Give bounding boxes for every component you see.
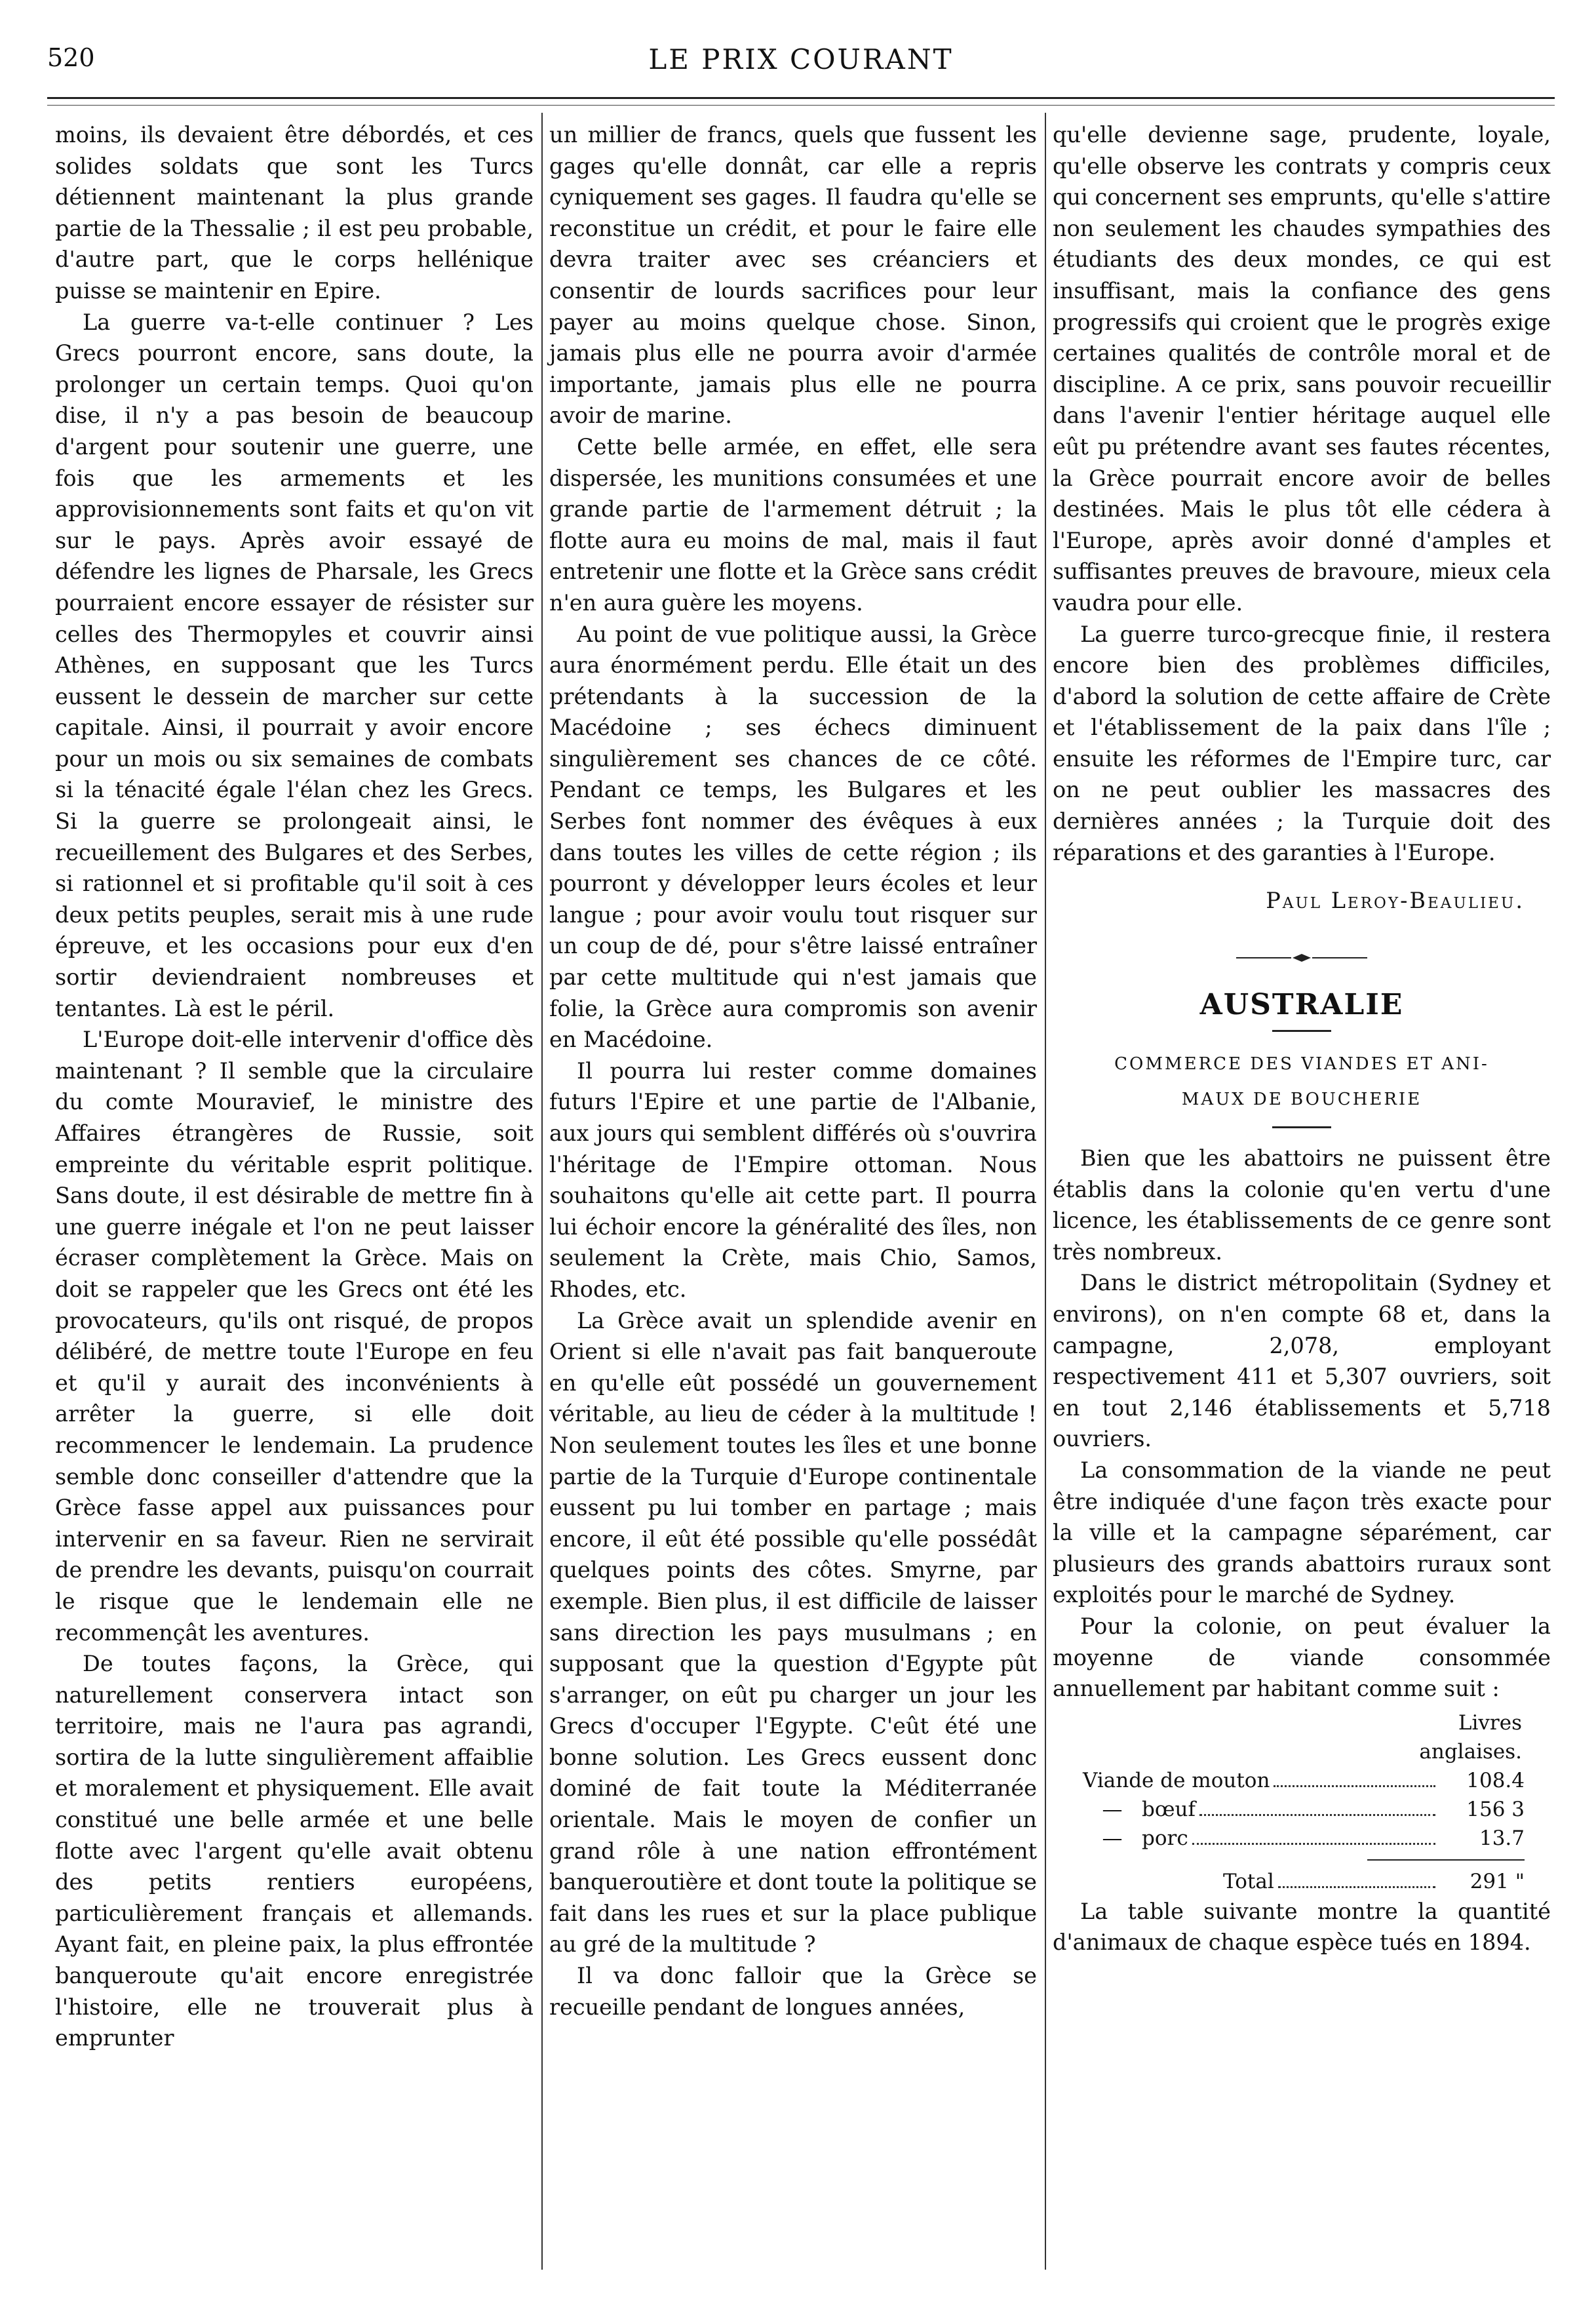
page-number: 520 [47,43,95,72]
author-signature: Paul Leroy-Beaulieu. [1266,888,1525,914]
leader-dots [1278,1886,1435,1888]
paragraph: La guerre turco-grecque finie, il restera encore bien des problèmes difficiles, d'abord la solution de cette affaire de Crète et l'établissement de la paix dans l'île ; ensuite les réformes de l'Empire turc, car on ne peut oublier les massacres des dernières années ; la Turquie doit des réparations et des garanties à l'Europe. [1053,621,1551,865]
header-rule-thin [47,105,1555,106]
table-row [1053,1795,1551,1824]
column-divider [1045,113,1046,2270]
table-units: anglaises. [1419,1739,1522,1764]
table-total-row [1053,1867,1551,1896]
title-rule [1272,1030,1331,1032]
paragraph: qu'elle devienne sage, prudente, loyale, qu'elle observe les contrats y compris ceux qui concernent ses emprunts, qu'elle s'attire non seulement les chaudes sympathies des étudiants des deux mondes, ce qui est insuffisant, mais la confiance des gens progressifs qui croient que le progrès exige certaines qualités de contrôle moral et de discipline. A ce prix, sans pouvoir recueillir dans l'avenir l'entier héritage auquel elle eût pu prétendre avant ses fautes récentes, la Grèce pourrait encore avoir de belles destinées. Mais le plus tôt elle cédera à l'Europe, après avoir donné d'amples et suffisantes preuves de bravoure, mieux cela vaudra pour elle. [1053,122,1551,616]
row-value: 108.4 [1466,1768,1525,1792]
paragraph: De toutes façons, la Grèce, qui naturellement conservera intact son territoire, mais ne l'aura pas agrandi, sortira de la lutte singulièrement affaiblie et moralement et physiquement. Elle avait constitué une belle armée et une belle flotte avec l'argent qu'elle avait obtenu des petits rentiers européens, particulièrement français et allemands. Ayant fait, en pleine paix, la plus effrontée banqueroute qu'ait encore enregistrée l'histoire, elle ne trouverait plus à emprunter [55,1651,534,2051]
paragraph: L'Europe doit-elle intervenir d'office dès maintenant ? Il semble que la circulaire du comte Mouravief, le ministre des Affaires étrangères de Russie, soit empreinte du véritable esprit politique. Sans doute, il est désirable de mettre fin à une guerre inégale et l'on ne peut laisser écraser complètement la Grèce. Mais on doit se rappeler que les Grecs ont été les provocateurs, qu'ils ont risqué, de propos délibéré, de mettre toute l'Europe en feu et qu'il y aurait des inconvénients à arrêter la guerre, si elle doit recommencer le lendemain. La prudence semble donc conseiller d'attendre que la Grèce fasse appel aux puissances pour intervenir en sa faveur. Rien ne servirait de prendre les devants, puisqu'on courrait le risque que le lendemain elle ne recommençât les aventures. [55,1027,534,1646]
table-units: Livres [1458,1710,1522,1735]
section-subtitle [1053,1046,1551,1117]
subtitle-line: MAUX DE BOUCHERIE [1181,1090,1422,1110]
row-label: porc [1142,1826,1188,1850]
paragraph: Pour la colonie, on peut évaluer la moyenne de viande consommée annuellement par habitant comme suit : [1053,1613,1551,1702]
paragraph: La guerre va-t-elle continuer ? Les Grecs pourront encore, sans doute, la prolonger un certain temps. Quoi qu'on dise, il n'y a pas besoin de beaucoup d'argent pour soutenir une guerre, une fois que les armements et les approvisionnements sont faits et qu'on vit sur le pays. Après avoir essayé de défendre les lignes de Pharsale, les Grecs pourraient encore essayer de résister sur celles des Thermopyles et couvrir ainsi Athènes, en supposant que les Turcs eussent le dessein de marcher sur cette capitale. Ainsi, il pourrait y avoir encore pour un mois ou six semaines de combats si la ténacité égale l'élan chez les Grecs. Si la guerre se prolongeait ainsi, le recueillement des Bulgares et des Serbes, si rationnel et si profitable qu'il soit à ces deux petits peuples, serait mis à une rude épreuve, et les occasions pour eux d'en sortir deviendraient nombreuses et tentantes. Là est le péril. [55,309,534,1021]
row-label: Viande de mouton [1083,1768,1270,1792]
paragraph: Il va donc falloir que la Grèce se recueille pendant de longues années, [549,1963,1037,2020]
row-value: 13.7 [1479,1826,1525,1850]
total-label: Total [1223,1869,1274,1893]
paragraph: La consommation de la viande ne peut être indiquée d'une façon très exacte pour la ville et la campagne séparément, car plusieurs des grands abattoirs ruraux sont exploités pour le marché de Sydney. [1053,1457,1551,1608]
page-header [47,38,1555,90]
row-label-container [1053,1824,1188,1853]
column-divider [541,113,543,2270]
paragraph: Il pourra lui rester comme domaines futurs l'Epire et une partie de l'Albanie, aux jours qui semblent différés où s'ouvrira l'héritage de l'Empire ottoman. Nous souhaitons qu'elle ait cette part. Il pourra lui échoir encore la généralité des îles, non seulement la Crète, mais Chio, Samos, Rhodes, etc. [549,1057,1037,1302]
paragraph: La table suivante montre la quantité d'animaux de chaque espèce tués en 1894. [1053,1898,1551,1956]
total-rule [1367,1859,1525,1861]
paragraph: Cette belle armée, en effet, elle sera dispersée, les munitions consumées et une grande partie de l'armement détruit ; la flotte aura eu moins de mal, mais il faut entretenir une flotte et la Grèce sans crédit n'en aura guère les moyens. [549,433,1037,616]
subtitle-line: COMMERCE DES VIANDES ET ANI- [1114,1054,1489,1075]
row-label-container [1053,1795,1196,1824]
subtitle-rule [1272,1126,1331,1128]
column-1 [55,119,534,2054]
ditto-dash: — [1102,1826,1123,1850]
leader-dots [1199,1814,1435,1816]
paragraph: Dans le district métropolitain (Sydney et environs), on n'en compte 68 et, dans la campagne, 2,078, employant respectivement 411 et 5,307 ouvriers, soit en tout 2,146 établissements et 5,718 ouvriers. [1053,1270,1551,1452]
section-title: AUSTRALIE [1199,988,1404,1022]
row-value: 156 3 [1466,1797,1525,1821]
ornament-divider [1053,943,1551,974]
row-label: bœuf [1142,1797,1196,1821]
header-rule [47,97,1555,99]
paragraph: Au point de vue politique aussi, la Grèce aura énormément perdu. Elle était un des prétendants à la succession de la Macédoine ; ses échecs diminuent singulièrement ses chances de ce côté. Pendant ce temps, les Bulgares et les Serbes font nommer des évêques à eux dans toutes les villes de cette région ; ils pourront y développer leurs écoles et leur langue ; pour avoir voulu tout risquer sur un coup de dé, pour s'être laissé entraîner par cette multitude qui n'est jamais que folie, la Grèce aura compromis son avenir en Macédoine. [549,621,1037,1053]
table-row [1053,1766,1551,1795]
leader-dots [1274,1785,1435,1787]
paragraph: La Grèce avait un splendide avenir en Orient si elle n'avait pas fait banqueroute en qu'elle eût possédé un gouvernement véritable, au lieu de céder à la multitude ! Non seulement toutes les îles et une bonne partie de la Turquie d'Europe continentale eussent pu lui tomber en partage ; mais encore, il eût été possible qu'elle possédât quelques points des côtes. Smyrne, par exemple. Bien plus, il est difficile de laisser sans direction les pays musulmans ; en supposant que la question d'Egypte pût s'arranger, on eût pu charger un jour les Grecs d'occuper l'Egypte. C'eût été une bonne solution. Les Grecs eussent donc dominé de fait toute la Méditerranée orientale. Mais le moyen de confier un grand rôle à une nation effrontément banqueroutière et dont toute la politique se fait dans les rues et sur la place publique au gré de la multitude ? [549,1307,1037,1958]
ornament-icon [1236,953,1367,962]
ditto-dash: — [1102,1797,1123,1821]
running-title: LE PRIX COURANT [648,43,954,75]
paragraph: moins, ils devaient être débordés, et ces solides soldats que sont les Turcs détiennent maintenant la plus grande partie de la Thessalie ; il est peu probable, d'autre part, que le corps hellénique puisse se maintenir en Epire. [55,122,534,304]
table-row [1053,1824,1551,1853]
total-value: 291 " [1469,1869,1525,1893]
meat-consumption-table [1053,1708,1551,1896]
column-2 [549,119,1037,2023]
paragraph: un millier de francs, quels que fussent les gages qu'elle donnât, car elle a repris cyniquement ses gages. Il faudra qu'elle se reconstitue un crédit, et pour le faire elle devra traiter avec ses créanciers et consentir de lourds sacrifices pour leur payer au moins quelque chose. Sinon, jamais plus elle ne pourra avoir d'armée importante, jamais plus elle ne pourra avoir de marine. [549,122,1037,429]
column-3 [1053,119,1551,1958]
leader-dots [1192,1843,1435,1845]
paragraph: Bien que les abattoirs ne puissent être établis dans la colonie qu'en vertu d'une licence, les établissements de ce genre sont très nombreux. [1053,1145,1551,1265]
